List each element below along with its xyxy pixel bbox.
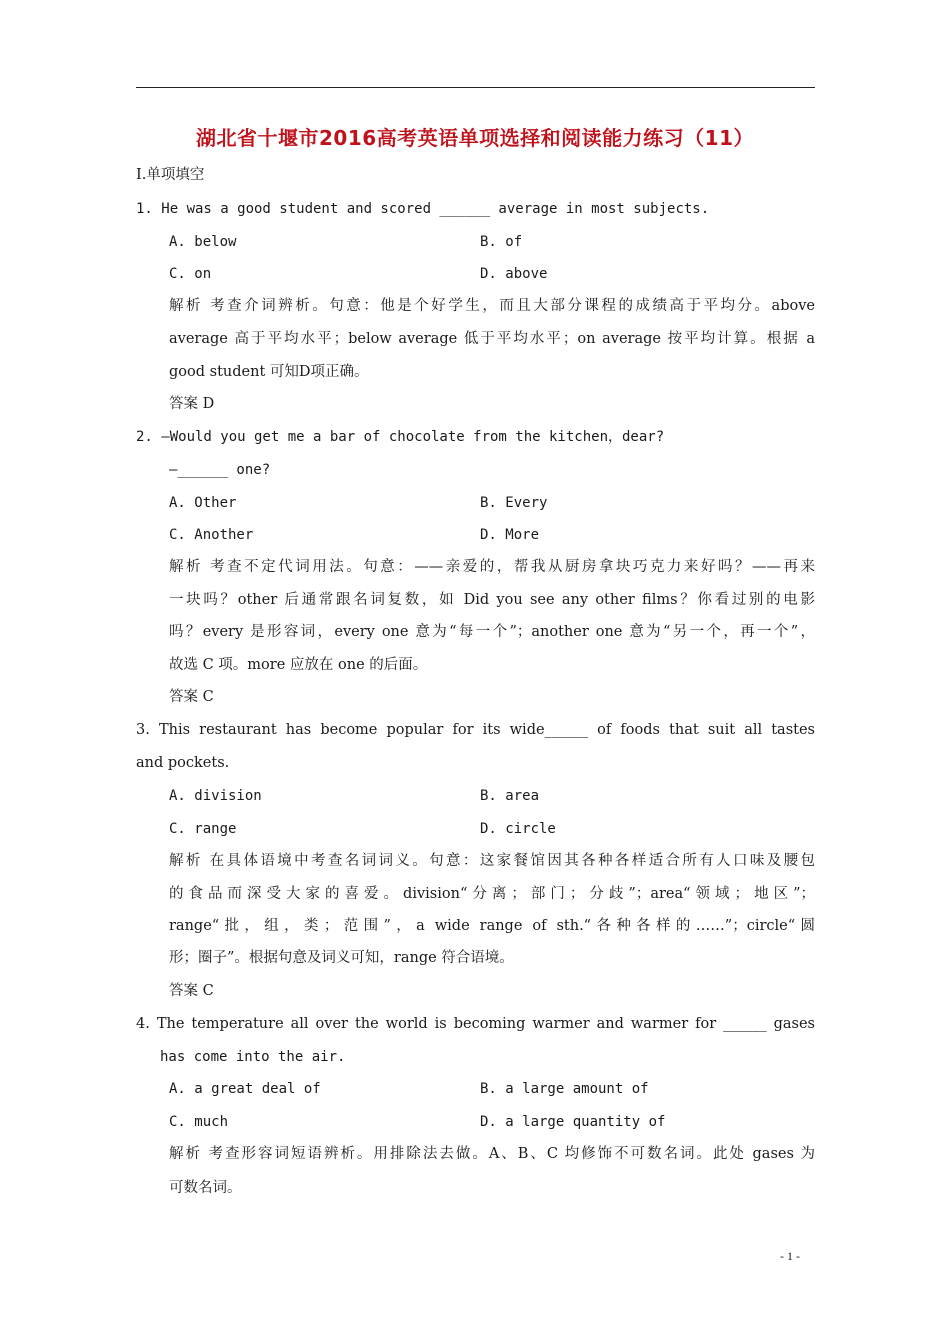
q4-stem-line2: has come into the air. — [160, 1049, 346, 1065]
q1-explanation-line3: good student 可知D项正确。 — [169, 364, 369, 380]
q4-option-b: B. a large amount of — [480, 1081, 649, 1097]
q1-answer: 答案 D — [169, 396, 215, 412]
q1-option-c: C. on — [169, 266, 212, 282]
q3-answer: 答案 C — [169, 983, 214, 999]
page-number: - 1 - — [780, 1249, 800, 1263]
q3-stem-line2: and pockets. — [136, 755, 230, 771]
q4-option-d: D. a large quantity of — [480, 1114, 666, 1130]
q3-explanation-line4: 形；圈子”。根据句意及词义可知，range 符合语境。 — [169, 950, 514, 966]
q3-option-a: A. division — [169, 788, 262, 804]
q2-explanation-line3: 吗？every 是形容词，every one 意为“每一个”；another one 意为“另一个，再一个”， — [169, 624, 815, 640]
q1-option-b: B. of — [480, 234, 523, 250]
header-rule — [136, 87, 815, 88]
q1-option-d: D. above — [480, 266, 548, 282]
q2-option-b: B. Every — [480, 495, 548, 511]
q2-option-c: C. Another — [169, 527, 254, 543]
section-heading: Ⅰ.单项填空 — [136, 167, 205, 183]
q3-option-c: C. range — [169, 821, 237, 837]
q2-option-a: A. Other — [169, 495, 237, 511]
q3-explanation-line2: 的食品而深受大家的喜爱。division“分离；部门；分歧”；area“领域；地区”； — [169, 886, 815, 902]
q2-stem-line2: —______ one? — [169, 462, 271, 478]
q3-option-d: D. circle — [480, 821, 556, 837]
q3-option-b: B. area — [480, 788, 540, 804]
q1-stem: 1. He was a good student and scored ______ average in most subjects. — [136, 201, 710, 217]
page-title: 湖北省十堰市2016高考英语单项选择和阅读能力练习（11） — [196, 126, 754, 150]
q1-option-a: A. below — [169, 234, 237, 250]
q2-option-d: D. More — [480, 527, 540, 543]
q3-explanation-line3: range“批，组，类；范围”，a wide range of sth.“各种各样的……”；circle“圆 — [169, 918, 815, 934]
q4-option-c: C. much — [169, 1114, 229, 1130]
q3-explanation-line1: 解析 在具体语境中考查名词词义。句意：这家餐馆因其各种各样适合所有人口味及腰包 — [169, 853, 815, 869]
q4-explanation-line1: 解析 考查形容词短语辨析。用排除法去做。A、B、C 均修饰不可数名词。此处 gases 为 — [169, 1146, 815, 1162]
q4-stem-line1: 4. The temperature all over the world is becoming warmer and warmer for ______ gases — [136, 1016, 815, 1032]
q2-stem-line1: 2. —Would you get me a bar of chocolate from the kitchen，dear? — [136, 429, 665, 445]
q2-explanation-line4: 故选 C 项。more 应放在 one 的后面。 — [169, 657, 428, 673]
q4-explanation-line2: 可数名词。 — [169, 1180, 242, 1196]
q1-explanation-line1: 解析 考查介词辨析。句意：他是个好学生，而且大部分课程的成绩高于平均分。above — [169, 298, 815, 314]
q1-explanation-line2: average 高于平均水平；below average 低于平均水平；on average 按平均计算。根据 a — [169, 331, 815, 347]
q2-explanation-line2: 一块吗？other 后通常跟名词复数，如 Did you see any other films？你看过别的电影 — [169, 592, 815, 608]
q2-explanation-line1: 解析 考查不定代词用法。句意：——亲爱的，帮我从厨房拿块巧克力来好吗？——再来 — [169, 559, 815, 575]
q2-answer: 答案 C — [169, 689, 214, 705]
q4-option-a: A. a great deal of — [169, 1081, 321, 1097]
q3-stem-line1: 3. This restaurant has become popular for its wide______ of foods that suit all tastes — [136, 722, 815, 738]
